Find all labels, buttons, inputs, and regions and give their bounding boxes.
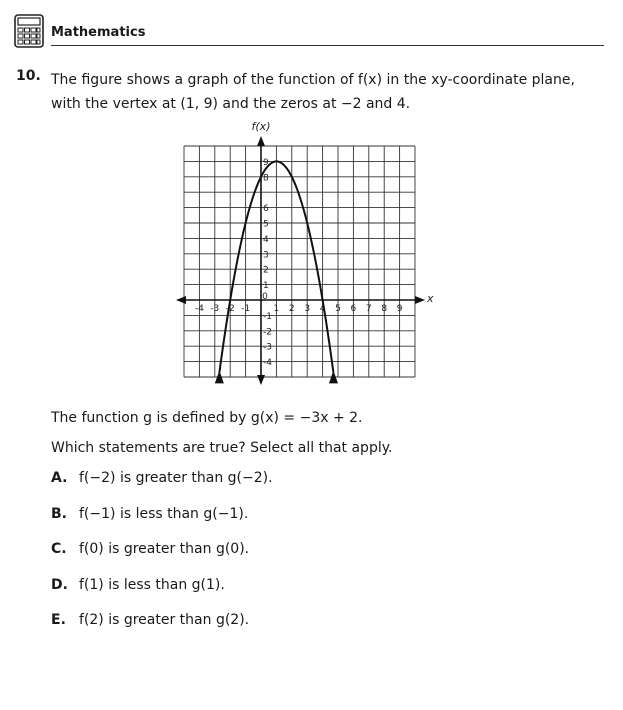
page-header xyxy=(14,14,604,46)
option-e[interactable] xyxy=(51,612,249,628)
y-tick-label: 3 xyxy=(263,250,269,261)
x-tick-label: 5 xyxy=(335,304,341,314)
y-tick-label: 1 xyxy=(263,281,269,292)
x-tick-label: 9 xyxy=(396,304,403,314)
option-d[interactable] xyxy=(51,577,225,593)
x-tick-label: 0 xyxy=(262,292,268,302)
y-tick-label: 9 xyxy=(263,157,269,168)
y-tick-label: -3 xyxy=(263,342,272,353)
y-tick-label: 8 xyxy=(263,173,269,184)
x-axis-arrow-right xyxy=(415,296,425,304)
option-b[interactable] xyxy=(51,506,248,522)
x-tick-label: 7 xyxy=(365,304,372,314)
stem-line-1: The figure shows a graph of the function of f(x) in the xy-coordinate plane, xyxy=(51,72,575,88)
x-tick-label: -4 xyxy=(194,304,204,314)
stem-line-2: with the vertex at (1, 9) and the zeros at −2 and 4. xyxy=(51,96,411,112)
question-stem xyxy=(51,68,596,116)
function-definition: The function g is defined by g(x) = −3x + 2. xyxy=(51,410,363,426)
option-letter: D. xyxy=(51,577,68,593)
option-text: f(2) is greater than g(2). xyxy=(79,612,250,628)
x-tick-label: 6 xyxy=(350,304,357,314)
y-tick-label: -2 xyxy=(263,327,272,338)
x-tick-label: -1 xyxy=(241,304,251,314)
y-tick-label: 6 xyxy=(263,204,269,215)
option-a[interactable] xyxy=(51,470,273,486)
option-text: f(1) is less than g(1). xyxy=(79,577,225,593)
option-letter: B. xyxy=(51,506,67,522)
subject-title: Mathematics xyxy=(51,25,146,40)
x-tick-label: -3 xyxy=(210,304,220,314)
x-tick-label: -2 xyxy=(225,304,235,314)
x-tick-label: 8 xyxy=(381,304,388,314)
instruction: Which statements are true? Select all that apply. xyxy=(51,440,393,456)
option-text: f(0) is greater than g(0). xyxy=(79,541,250,557)
option-c[interactable] xyxy=(51,541,249,557)
option-letter: E. xyxy=(51,612,66,628)
option-letter: C. xyxy=(51,541,67,557)
option-text: f(−2) is greater than g(−2). xyxy=(79,470,273,486)
x-tick-label: 3 xyxy=(304,304,311,314)
x-tick-label: 2 xyxy=(288,304,295,314)
y-tick-label: 5 xyxy=(263,219,269,230)
y-tick-label: -4 xyxy=(263,358,272,369)
option-letter: A. xyxy=(51,470,68,486)
y-tick-label: -1 xyxy=(263,311,272,322)
y-tick-label: 2 xyxy=(263,265,269,276)
question-number: 10. xyxy=(16,68,41,84)
calculator-icon xyxy=(14,14,44,48)
y-axis-arrow-up xyxy=(257,136,265,146)
function-graph xyxy=(180,120,442,390)
x-tick-label: 1 xyxy=(273,304,280,314)
x-axis-label: x xyxy=(427,292,434,305)
option-text: f(−1) is less than g(−1). xyxy=(79,506,249,522)
header-rule xyxy=(51,45,604,46)
y-axis-arrow-down xyxy=(257,375,265,385)
y-tick-label: 4 xyxy=(263,234,269,245)
x-axis-arrow-left xyxy=(176,296,186,304)
y-axis-label: f(x) xyxy=(251,120,271,133)
x-tick-label: 4 xyxy=(319,304,326,314)
